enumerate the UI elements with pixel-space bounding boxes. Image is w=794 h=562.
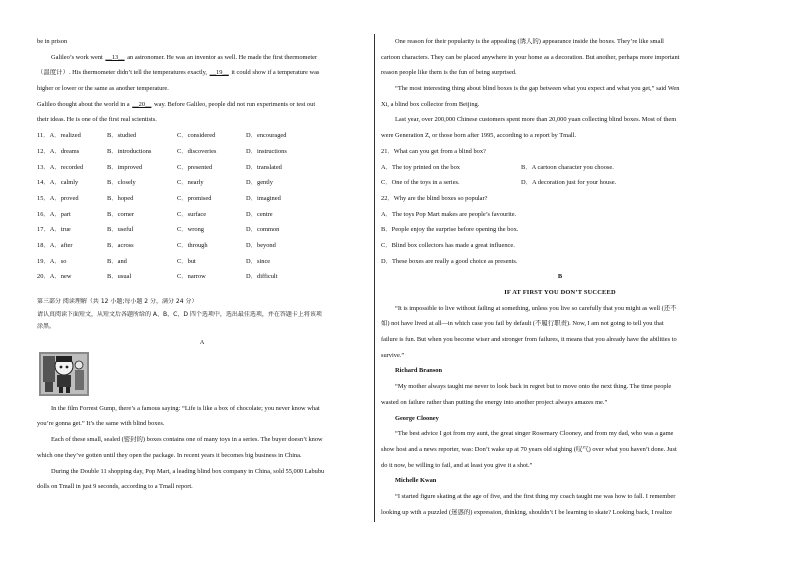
question-21: 21．What can you get from a blind box? [381,147,486,155]
text-line [37,54,367,61]
blank-20: __20__ [132,100,152,108]
text-line: “The best advice I got from my aunt, the great singer Rosemary Clooney, and from my dad, who was a game [395,430,674,438]
option-row [381,164,739,171]
option: 15．A．proved [37,194,79,202]
passage-title: IF AT FIRST YOU DON’T SUCCEED [504,289,616,296]
options-table [37,132,367,280]
text-span: way. Before Galileo, people did not run experiments or test out [152,100,316,108]
text-line: be in prison [37,38,68,45]
question-22: 22．Why are the blind boxes so popular? [381,194,488,202]
option: C．surface [177,210,207,218]
text-line: Each of these small, sealed (密封的) boxes contains one of many toys in a series. The buyer doesn’t know [51,436,323,444]
option: B．hoped [107,194,134,202]
option: B．improved [107,163,143,171]
option: 16．A．part [37,210,71,218]
author-name: Michelle Kwan [395,477,437,485]
text-span: Galileo’s work went [51,53,105,61]
option: 14．A．calmly [37,179,79,187]
option: D．These boxes are really a good choice as presents. [381,257,518,265]
option: C．One of the toys in a series. [381,179,460,187]
text-line: were Generation Z, or those born after 1995, according to a report by Tmall. [381,132,577,140]
text-line: 如) not have lived at all—in which case you fail by default (不履行职责). Now, I am not going to tell you that [381,320,664,328]
option: 17．A．true [37,226,71,234]
text-line: “It is impossible to live without failing at something, unless you live so carefully that you might as well (还不 [395,304,677,312]
text-line [37,69,367,76]
text-line: “The most interesting thing about blind boxes is the gap between what you expect and what you get,” said Wen [395,85,680,93]
text-line: “My mother always taught me never to look back in regret but to move onto the next thing. The time people [395,383,672,391]
text-line [37,101,367,108]
option: C．Blind box collectors has made a great influence. [381,241,515,249]
text-line: looking up with a puzzled (迷惑的) expression, thinking, shouldn’t I be learning to skate? Looking back, I realize [381,508,672,516]
text-span: an astronomer. He was an inventor as well. He made the first thermometer [125,53,318,61]
section-instruction: 请认真阅读下面短文，从短文后各题所给的 A、B、C、D 四个选项中，选出最佳选项，并在答题卡上将该项 [37,310,322,318]
option: C．through [177,241,208,249]
option-row [37,195,367,202]
text-line: dolls on Tmall in just 9 seconds, according to a Tmall report. [37,483,193,491]
text-line: One reason for their popularity is the appealing (诱人的) appearance inside the boxes. They’re like small [395,38,664,45]
text-line: reason people like them is the fun of being surprised. [381,69,517,77]
option: B．People enjoy the surprise before opening the box. [381,226,519,234]
blank-13: __13__ [105,53,125,61]
option: D．gently [246,179,273,187]
option: 20．A．new [37,273,72,281]
option: D．translated [246,163,282,171]
option: C．promised [177,194,212,202]
text-line: higher or lower or the same as another temperature. [37,85,169,93]
option: D．A decoration just for your house. [521,179,617,187]
option: B．useful [107,226,134,234]
right-column [381,38,739,524]
author-name: Richard Branson [395,367,443,375]
text-line: which one they’ve gotten until they open the package. In recent years it becomes big business in China. [37,451,302,459]
option: B．introductions [107,147,152,155]
text-line: survive.” [381,351,405,359]
option: B．corner [107,210,134,218]
option: D．encouraged [246,132,287,140]
option: 19．A．so [37,257,67,265]
option: 13．A．recorded [37,163,84,171]
option-row [37,164,367,171]
option: D．centre [246,210,273,218]
option-row [37,273,367,280]
text-line: “I started figure skating at the age of five, and the first thing my coach taught me was how to fall. I remember [395,492,676,500]
option-row [37,148,367,155]
text-line: you’re gonna get.” It’s the same with blind boxes. [37,420,165,428]
section-heading: 第三部分 阅读理解（共 12 小题;每小题 2 分，满分 24 分） [37,298,198,306]
text-line: show host and a news reporter, was: Don’t wake up at 70 years old sighing (叹气) over what you haven’t done. Just [381,445,677,453]
option: A．The toys Pop Mart makes are people’s favourite. [381,210,517,218]
option: C．nearly [177,179,204,187]
blind-box-photo [39,352,89,396]
option: D．beyond [246,241,276,249]
blank-19: __19__ [209,69,229,77]
option: B．closely [107,179,136,187]
column-divider [374,34,375,522]
text-line: Last year, over 200,000 Chinese customers spent more than 20,000 yuan collecting blind boxes. Most of them [395,116,677,124]
option: 12．A．dreams [37,147,80,155]
option: C．presented [177,163,213,171]
option: D．difficult [246,273,278,281]
option: C．but [177,257,196,265]
author-name: George Clooney [395,414,439,422]
text-span: it could show if a temperature was [229,69,320,77]
text-line: In the film Forrest Gump, there’s a famous saying: “Life is like a box of chocolate; you never know what [51,404,320,412]
text-line: their ideas. He is one of the first real scientists. [37,116,157,124]
passage-label: A [199,338,205,346]
left-column [37,38,367,499]
text-line: wasted on failure rather than putting the energy into another project always amazes me.” [381,398,608,406]
option-row [37,132,367,139]
option-row [37,211,367,218]
option: C．narrow [177,273,206,281]
option: D．instructions [246,147,287,155]
option-row [37,179,367,186]
option: C．discoveries [177,147,217,155]
text-line: During the Double 11 shopping day, Pop Mart, a leading blind box company in China, sold 55,000 Labubu [51,467,325,475]
option: D．imagined [246,194,281,202]
text-line: failure is fun. But when you become wiser and stronger from failures, it means that you already have the abilities to [381,336,677,344]
option: 11．A．realized [37,132,81,140]
option: D．common [246,226,280,234]
option: 18．A．after [37,241,73,249]
option-row [37,226,367,233]
option: B．across [107,241,134,249]
option-row [37,242,367,249]
text-line: cartoon characters. They can be placed anywhere in your home as a decoration. But another, perhaps more important [381,53,680,61]
option: D．since [246,257,271,265]
option: C．wrong [177,226,204,234]
figure-illustration [39,352,89,396]
text-line: Xi, a blind box collector from Beijing. [381,100,480,108]
text-span: Galileo thought about the world in a [37,100,132,108]
section-instruction: 涂黑。 [37,322,56,330]
option: B．and [107,257,127,265]
option-row [381,179,739,186]
option: B．usual [107,273,132,281]
option: B．A cartoon character you choose. [521,163,614,171]
option: B．studied [107,132,137,140]
passage-label: B [557,273,563,281]
text-line: do it now, be willing to fail, and at least you give it a shot.” [381,461,533,469]
text-span: （温度计）. His thermometer didn’t tell the temperatures exactly, [37,69,209,77]
option: A．The toy printed on the box [381,163,460,171]
option-row [37,258,367,265]
option: C．considered [177,132,216,140]
